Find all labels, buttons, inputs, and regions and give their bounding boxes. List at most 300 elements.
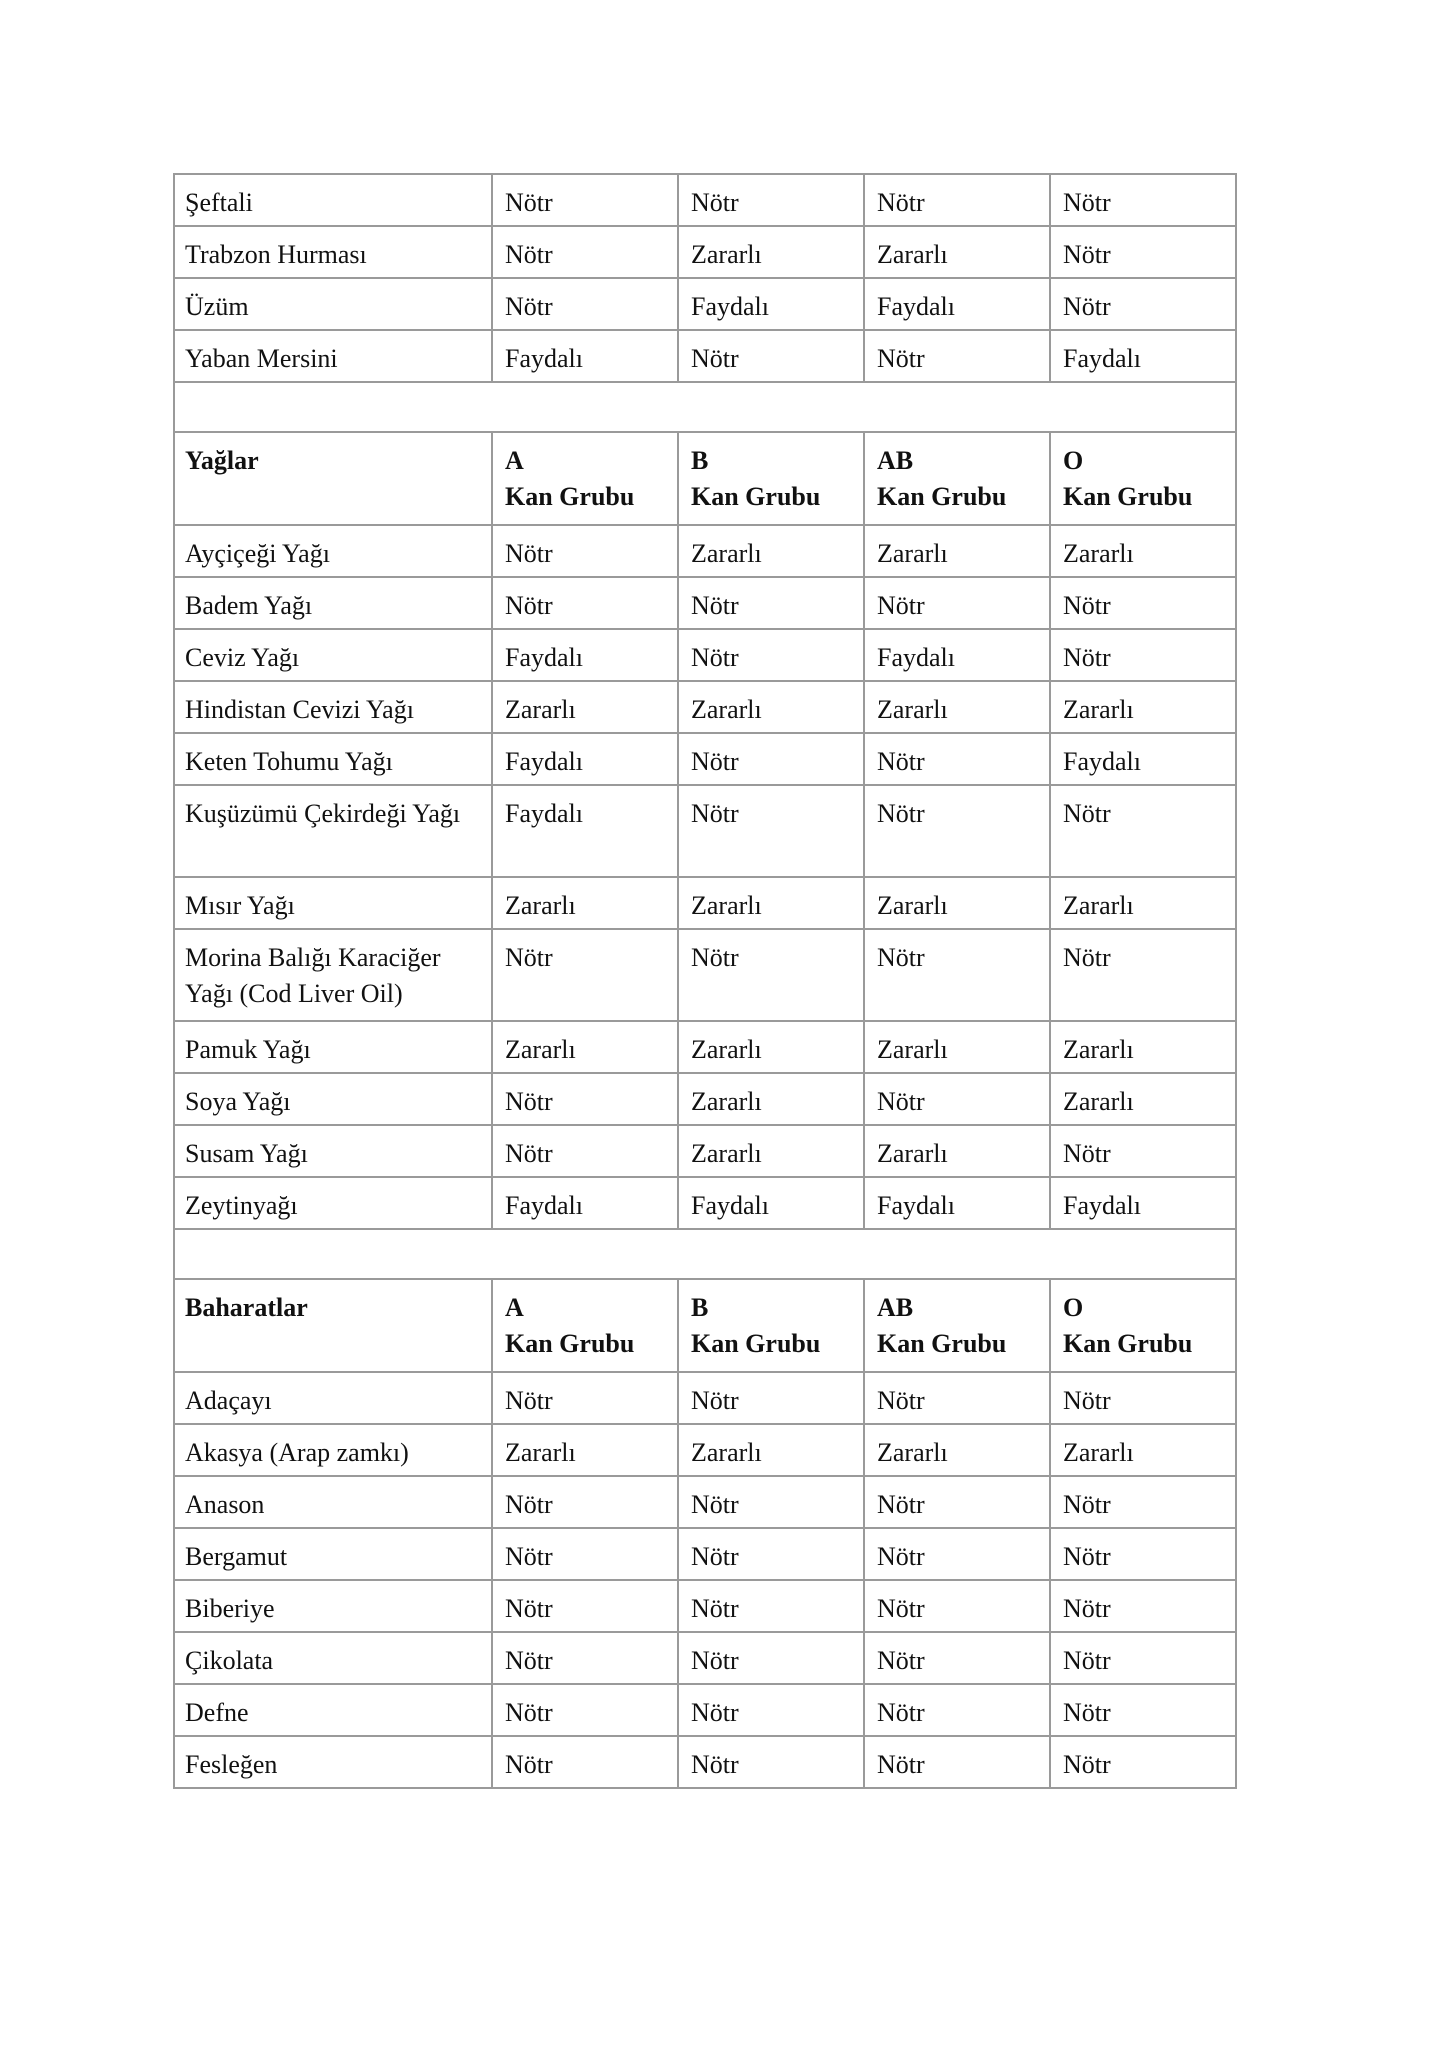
effect-value: Nötr xyxy=(877,1594,925,1623)
effect-cell xyxy=(1050,1476,1236,1528)
effect-cell xyxy=(492,1372,678,1424)
blood-group-letter: AB xyxy=(877,1293,914,1322)
food-name: Akasya (Arap zamkı) xyxy=(185,1438,409,1467)
effect-value: Nötr xyxy=(1063,943,1111,972)
table-row xyxy=(174,1177,1236,1229)
effect-value: Faydalı xyxy=(505,747,583,776)
effect-cell xyxy=(864,1125,1050,1177)
effect-cell xyxy=(492,785,678,877)
effect-value: Nötr xyxy=(691,1542,739,1571)
effect-cell xyxy=(492,1632,678,1684)
effect-value: Nötr xyxy=(877,344,925,373)
effect-cell xyxy=(678,929,864,1021)
effect-value: Nötr xyxy=(691,1750,739,1779)
section-title-cell xyxy=(174,1279,492,1372)
effect-value: Nötr xyxy=(1063,643,1111,672)
effect-cell xyxy=(492,929,678,1021)
food-name: Fesleğen xyxy=(185,1750,278,1779)
effect-value: Faydalı xyxy=(877,1191,955,1220)
effect-cell xyxy=(864,1684,1050,1736)
effect-value: Faydalı xyxy=(877,292,955,321)
food-name-cell xyxy=(174,1476,492,1528)
effect-value: Nötr xyxy=(691,943,739,972)
effect-value: Nötr xyxy=(877,1386,925,1415)
effect-cell xyxy=(1050,877,1236,929)
effect-value: Nötr xyxy=(1063,1594,1111,1623)
food-name-cell xyxy=(174,278,492,330)
effect-cell xyxy=(864,1476,1050,1528)
effect-value: Zararlı xyxy=(1063,695,1134,724)
food-name-cell xyxy=(174,1528,492,1580)
table-row xyxy=(174,1125,1236,1177)
food-name-cell xyxy=(174,1021,492,1073)
effect-cell xyxy=(492,330,678,382)
food-name: Üzüm xyxy=(185,292,249,321)
blood-group-label: Kan Grubu xyxy=(691,1329,821,1358)
table-row xyxy=(174,929,1236,1021)
food-name: Yaban Mersini xyxy=(185,344,338,373)
food-name: Defne xyxy=(185,1698,249,1727)
food-name-cell xyxy=(174,1125,492,1177)
effect-cell xyxy=(1050,1736,1236,1788)
effect-value: Zararlı xyxy=(691,240,762,269)
table-row xyxy=(174,330,1236,382)
blood-group-header xyxy=(877,433,1049,515)
effect-cell xyxy=(678,1177,864,1229)
effect-cell xyxy=(678,1372,864,1424)
effect-cell xyxy=(492,226,678,278)
blood-group-label: Kan Grubu xyxy=(1063,482,1193,511)
effect-cell xyxy=(678,1021,864,1073)
blood-group-header-cell xyxy=(678,1279,864,1372)
effect-value: Nötr xyxy=(691,747,739,776)
effect-cell xyxy=(492,1476,678,1528)
effect-cell xyxy=(678,1424,864,1476)
effect-value: Zararlı xyxy=(1063,1035,1134,1064)
effect-cell xyxy=(492,629,678,681)
effect-value: Nötr xyxy=(691,188,739,217)
blood-group-label: Kan Grubu xyxy=(877,1329,1007,1358)
effect-value: Faydalı xyxy=(505,643,583,672)
effect-value: Zararlı xyxy=(691,1087,762,1116)
effect-value: Faydalı xyxy=(877,643,955,672)
food-name: Mısır Yağı xyxy=(185,891,295,920)
effect-cell xyxy=(678,278,864,330)
effect-value: Nötr xyxy=(505,1646,553,1675)
effect-cell xyxy=(492,733,678,785)
effect-cell xyxy=(678,877,864,929)
effect-cell xyxy=(678,1528,864,1580)
blood-group-label: Kan Grubu xyxy=(505,1329,635,1358)
food-name-cell xyxy=(174,629,492,681)
table-row xyxy=(174,1476,1236,1528)
effect-cell xyxy=(1050,1125,1236,1177)
effect-value: Zararlı xyxy=(505,695,576,724)
effect-cell xyxy=(678,1632,864,1684)
food-name: Hindistan Cevizi Yağı xyxy=(185,695,414,724)
blood-group-header xyxy=(691,1280,863,1362)
table-row xyxy=(174,629,1236,681)
section-spacer-row xyxy=(174,1229,1236,1279)
effect-value: Nötr xyxy=(1063,591,1111,620)
food-name: Şeftali xyxy=(185,188,253,217)
effect-value: Nötr xyxy=(691,591,739,620)
food-name-cell xyxy=(174,733,492,785)
effect-value: Nötr xyxy=(1063,1646,1111,1675)
food-name-cell xyxy=(174,1073,492,1125)
effect-value: Faydalı xyxy=(691,292,769,321)
effect-cell xyxy=(492,174,678,226)
effect-value: Nötr xyxy=(1063,1386,1111,1415)
blood-group-letter: A xyxy=(505,1293,524,1322)
table-row xyxy=(174,278,1236,330)
effect-value: Nötr xyxy=(877,1542,925,1571)
effect-value: Zararlı xyxy=(1063,891,1134,920)
effect-cell xyxy=(492,877,678,929)
spacer-cell xyxy=(174,382,1236,432)
blood-group-label: Kan Grubu xyxy=(1063,1329,1193,1358)
effect-cell xyxy=(864,785,1050,877)
food-name-cell xyxy=(174,785,492,877)
effect-cell xyxy=(492,1177,678,1229)
effect-cell xyxy=(864,929,1050,1021)
food-name-cell xyxy=(174,226,492,278)
spacer-cell xyxy=(174,1229,1236,1279)
food-name: Ayçiçeği Yağı xyxy=(185,539,330,568)
table-body xyxy=(174,174,1236,1788)
effect-cell xyxy=(864,877,1050,929)
effect-cell xyxy=(678,629,864,681)
effect-value: Nötr xyxy=(691,1698,739,1727)
effect-cell xyxy=(1050,330,1236,382)
effect-cell xyxy=(678,525,864,577)
blood-group-label: Kan Grubu xyxy=(877,482,1007,511)
effect-cell xyxy=(492,1528,678,1580)
effect-cell xyxy=(864,1580,1050,1632)
food-name: Morina Balığı Karaciğer Yağı (Cod Liver Oil) xyxy=(185,943,441,1008)
table-row xyxy=(174,174,1236,226)
effect-cell xyxy=(1050,226,1236,278)
effect-value: Zararlı xyxy=(505,1438,576,1467)
effect-value: Zararlı xyxy=(877,1139,948,1168)
effect-cell xyxy=(492,1073,678,1125)
effect-value: Faydalı xyxy=(1063,747,1141,776)
effect-cell xyxy=(678,226,864,278)
effect-cell xyxy=(1050,929,1236,1021)
blood-group-header xyxy=(691,433,863,515)
table-row xyxy=(174,1073,1236,1125)
effect-value: Nötr xyxy=(1063,1139,1111,1168)
effect-value: Nötr xyxy=(691,1386,739,1415)
effect-value: Zararlı xyxy=(691,539,762,568)
effect-cell xyxy=(864,733,1050,785)
blood-group-letter: B xyxy=(691,446,709,475)
effect-value: Nötr xyxy=(691,1490,739,1519)
effect-cell xyxy=(678,681,864,733)
food-name: Soya Yağı xyxy=(185,1087,291,1116)
effect-value: Zararlı xyxy=(877,891,948,920)
effect-cell xyxy=(1050,278,1236,330)
food-name-cell xyxy=(174,1372,492,1424)
table-row xyxy=(174,877,1236,929)
effect-value: Nötr xyxy=(877,1646,925,1675)
section-spacer-row xyxy=(174,382,1236,432)
effect-cell xyxy=(1050,1528,1236,1580)
food-name: Ceviz Yağı xyxy=(185,643,300,672)
effect-cell xyxy=(678,577,864,629)
effect-cell xyxy=(864,577,1050,629)
effect-cell xyxy=(492,1580,678,1632)
effect-value: Faydalı xyxy=(505,344,583,373)
effect-cell xyxy=(1050,1073,1236,1125)
effect-cell xyxy=(678,1125,864,1177)
effect-cell xyxy=(1050,733,1236,785)
effect-value: Nötr xyxy=(505,1087,553,1116)
effect-cell xyxy=(492,1736,678,1788)
effect-value: Nötr xyxy=(1063,188,1111,217)
effect-value: Nötr xyxy=(877,1087,925,1116)
food-name: Çikolata xyxy=(185,1646,274,1675)
effect-cell xyxy=(864,1073,1050,1125)
effect-value: Nötr xyxy=(1063,1750,1111,1779)
effect-value: Nötr xyxy=(505,1542,553,1571)
table-row xyxy=(174,733,1236,785)
effect-value: Nötr xyxy=(877,747,925,776)
table-row xyxy=(174,226,1236,278)
blood-group-header xyxy=(505,1280,677,1362)
effect-cell xyxy=(678,733,864,785)
section-header-row-oils xyxy=(174,432,1236,525)
effect-value: Nötr xyxy=(1063,799,1111,828)
table-row xyxy=(174,1021,1236,1073)
blood-group-header xyxy=(505,433,677,515)
effect-value: Nötr xyxy=(877,1698,925,1727)
effect-value: Nötr xyxy=(877,1750,925,1779)
food-name: Zeytinyağı xyxy=(185,1191,298,1220)
effect-cell xyxy=(492,577,678,629)
effect-value: Nötr xyxy=(505,943,553,972)
effect-value: Nötr xyxy=(505,591,553,620)
effect-value: Nötr xyxy=(877,1490,925,1519)
effect-value: Nötr xyxy=(877,188,925,217)
effect-cell xyxy=(864,330,1050,382)
effect-cell xyxy=(864,1372,1050,1424)
food-name-cell xyxy=(174,1580,492,1632)
effect-cell xyxy=(678,1073,864,1125)
effect-value: Nötr xyxy=(1063,292,1111,321)
effect-value: Faydalı xyxy=(505,1191,583,1220)
blood-group-header-cell xyxy=(864,1279,1050,1372)
food-name: Susam Yağı xyxy=(185,1139,308,1168)
effect-cell xyxy=(1050,525,1236,577)
effect-value: Nötr xyxy=(1063,240,1111,269)
blood-group-header xyxy=(1063,433,1235,515)
effect-value: Zararlı xyxy=(1063,1438,1134,1467)
effect-value: Zararlı xyxy=(505,891,576,920)
effect-cell xyxy=(864,1528,1050,1580)
food-name-cell xyxy=(174,1736,492,1788)
food-name: Bergamut xyxy=(185,1542,288,1571)
food-name-cell xyxy=(174,1632,492,1684)
blood-group-header xyxy=(877,1280,1049,1362)
effect-cell xyxy=(864,226,1050,278)
effect-value: Nötr xyxy=(877,591,925,620)
food-name: Kuşüzümü Çekirdeği Yağı xyxy=(185,799,461,828)
effect-cell xyxy=(678,330,864,382)
blood-group-header-cell xyxy=(1050,1279,1236,1372)
food-name: Pamuk Yağı xyxy=(185,1035,311,1064)
effect-value: Zararlı xyxy=(1063,539,1134,568)
effect-value: Nötr xyxy=(505,1386,553,1415)
effect-value: Zararlı xyxy=(877,695,948,724)
effect-cell xyxy=(864,525,1050,577)
effect-cell xyxy=(864,1177,1050,1229)
effect-cell xyxy=(1050,1632,1236,1684)
effect-cell xyxy=(1050,174,1236,226)
effect-cell xyxy=(678,174,864,226)
food-name: Badem Yağı xyxy=(185,591,313,620)
table-row xyxy=(174,1372,1236,1424)
table-row xyxy=(174,1528,1236,1580)
food-name-cell xyxy=(174,1177,492,1229)
effect-value: Nötr xyxy=(691,643,739,672)
blood-group-header-cell xyxy=(864,432,1050,525)
effect-value: Zararlı xyxy=(691,1438,762,1467)
food-name-cell xyxy=(174,1424,492,1476)
effect-cell xyxy=(678,1684,864,1736)
effect-cell xyxy=(678,1476,864,1528)
food-name-cell xyxy=(174,525,492,577)
effect-cell xyxy=(492,525,678,577)
effect-cell xyxy=(678,785,864,877)
food-name-cell xyxy=(174,1684,492,1736)
effect-cell xyxy=(1050,577,1236,629)
food-name-cell xyxy=(174,877,492,929)
blood-group-label: Kan Grubu xyxy=(691,482,821,511)
blood-group-letter: A xyxy=(505,446,524,475)
effect-cell xyxy=(492,1424,678,1476)
food-name-cell xyxy=(174,330,492,382)
effect-cell xyxy=(492,1684,678,1736)
effect-value: Faydalı xyxy=(505,799,583,828)
effect-cell xyxy=(864,1424,1050,1476)
section-title: Baharatlar xyxy=(185,1293,308,1322)
effect-cell xyxy=(864,629,1050,681)
effect-cell xyxy=(1050,1580,1236,1632)
effect-value: Nötr xyxy=(505,1750,553,1779)
effect-value: Nötr xyxy=(505,1490,553,1519)
effect-value: Nötr xyxy=(691,1646,739,1675)
effect-value: Zararlı xyxy=(877,539,948,568)
effect-value: Nötr xyxy=(691,799,739,828)
effect-cell xyxy=(864,1021,1050,1073)
section-title-cell xyxy=(174,432,492,525)
table-row xyxy=(174,525,1236,577)
effect-value: Nötr xyxy=(1063,1490,1111,1519)
table-row xyxy=(174,577,1236,629)
effect-value: Zararlı xyxy=(691,1139,762,1168)
effect-value: Zararlı xyxy=(691,891,762,920)
effect-cell xyxy=(864,278,1050,330)
effect-value: Nötr xyxy=(877,943,925,972)
effect-value: Faydalı xyxy=(691,1191,769,1220)
effect-cell xyxy=(1050,681,1236,733)
food-name: Trabzon Hurması xyxy=(185,240,367,269)
effect-cell xyxy=(678,1580,864,1632)
effect-cell xyxy=(1050,1372,1236,1424)
effect-value: Nötr xyxy=(505,1698,553,1727)
effect-value: Zararlı xyxy=(1063,1087,1134,1116)
effect-cell xyxy=(678,1736,864,1788)
blood-type-diet-table xyxy=(173,173,1237,1789)
effect-value: Zararlı xyxy=(691,695,762,724)
food-name-cell xyxy=(174,929,492,1021)
table-row xyxy=(174,1580,1236,1632)
effect-cell xyxy=(1050,1021,1236,1073)
blood-group-letter: O xyxy=(1063,1293,1084,1322)
table-row xyxy=(174,785,1236,877)
effect-cell xyxy=(1050,629,1236,681)
food-name: Keten Tohumu Yağı xyxy=(185,747,393,776)
food-name-cell xyxy=(174,174,492,226)
effect-cell xyxy=(492,278,678,330)
effect-cell xyxy=(864,174,1050,226)
effect-value: Zararlı xyxy=(877,1035,948,1064)
blood-group-header xyxy=(1063,1280,1235,1362)
effect-cell xyxy=(864,681,1050,733)
blood-group-letter: B xyxy=(691,1293,709,1322)
effect-value: Nötr xyxy=(1063,1542,1111,1571)
effect-value: Nötr xyxy=(505,188,553,217)
effect-cell xyxy=(492,1021,678,1073)
effect-cell xyxy=(1050,785,1236,877)
effect-value: Nötr xyxy=(505,292,553,321)
effect-value: Faydalı xyxy=(1063,1191,1141,1220)
effect-value: Zararlı xyxy=(505,1035,576,1064)
effect-value: Zararlı xyxy=(691,1035,762,1064)
food-name: Anason xyxy=(185,1490,265,1519)
effect-cell xyxy=(492,681,678,733)
section-header-row-spices xyxy=(174,1279,1236,1372)
blood-group-header-cell xyxy=(492,432,678,525)
effect-value: Nötr xyxy=(505,1594,553,1623)
blood-group-letter: AB xyxy=(877,446,914,475)
table-row xyxy=(174,1424,1236,1476)
table-row xyxy=(174,1684,1236,1736)
effect-value: Nötr xyxy=(691,344,739,373)
section-title: Yağlar xyxy=(185,446,259,475)
food-name-cell xyxy=(174,577,492,629)
effect-value: Nötr xyxy=(877,799,925,828)
blood-group-header-cell xyxy=(492,1279,678,1372)
effect-cell xyxy=(1050,1177,1236,1229)
effect-cell xyxy=(492,1125,678,1177)
effect-value: Nötr xyxy=(691,1594,739,1623)
food-name: Biberiye xyxy=(185,1594,275,1623)
blood-group-header-cell xyxy=(678,432,864,525)
effect-cell xyxy=(864,1736,1050,1788)
food-name: Adaçayı xyxy=(185,1386,272,1415)
effect-value: Nötr xyxy=(505,240,553,269)
effect-value: Zararlı xyxy=(877,240,948,269)
table-row xyxy=(174,1632,1236,1684)
effect-value: Nötr xyxy=(1063,1698,1111,1727)
food-name-cell xyxy=(174,681,492,733)
table-row xyxy=(174,681,1236,733)
blood-group-letter: O xyxy=(1063,446,1084,475)
effect-value: Zararlı xyxy=(877,1438,948,1467)
blood-group-label: Kan Grubu xyxy=(505,482,635,511)
